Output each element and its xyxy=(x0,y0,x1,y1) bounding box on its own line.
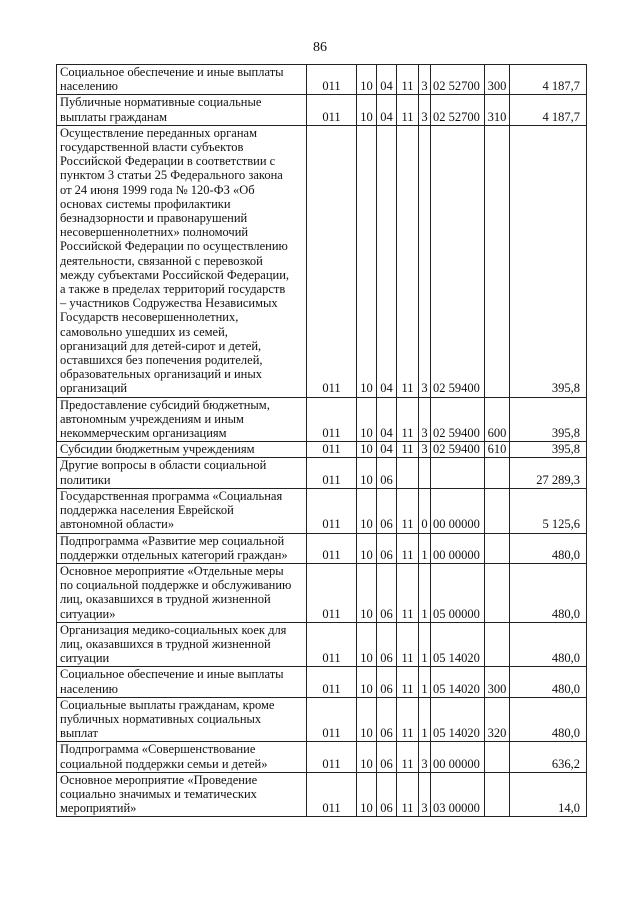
amount-value: 480,0 xyxy=(510,697,587,742)
target-article-code: 05 14020 xyxy=(431,697,485,742)
subprogram-code: 3 xyxy=(419,125,431,397)
amount-value: 480,0 xyxy=(510,622,587,667)
target-article-code: 00 00000 xyxy=(431,742,485,772)
page-number: 86 xyxy=(313,40,327,55)
target-article-code: 00 00000 xyxy=(431,488,485,533)
row-name: Субсидии бюджетным учреждениям xyxy=(57,442,307,458)
expense-type-code: 300 xyxy=(485,65,510,95)
amount-value: 636,2 xyxy=(510,742,587,772)
subprogram-code: 1 xyxy=(419,563,431,622)
row-name: Основное мероприятие «Отдельные меры по социальной поддержке и обслуживанию лиц, оказавшихся в трудной жизненной ситуации» xyxy=(57,563,307,622)
section-code: 10 xyxy=(357,667,377,697)
expense-type-code: 610 xyxy=(485,442,510,458)
subsection-code: 04 xyxy=(377,397,397,442)
table-row xyxy=(57,563,587,622)
section-code: 10 xyxy=(357,533,377,563)
expense-type-code: 300 xyxy=(485,667,510,697)
program-code xyxy=(397,458,419,488)
target-article-code: 02 52700 xyxy=(431,95,485,125)
row-name: Подпрограмма «Совершенствование социальной поддержки семьи и детей» xyxy=(57,742,307,772)
expense-type-code: 600 xyxy=(485,397,510,442)
subprogram-code: 1 xyxy=(419,622,431,667)
table-row xyxy=(57,697,587,742)
table-row xyxy=(57,533,587,563)
table-row xyxy=(57,65,587,95)
amount-value: 480,0 xyxy=(510,533,587,563)
expense-type-code xyxy=(485,488,510,533)
subprogram-code: 3 xyxy=(419,442,431,458)
grbs-code: 011 xyxy=(307,622,357,667)
table-row xyxy=(57,667,587,697)
grbs-code: 011 xyxy=(307,697,357,742)
expense-type-code xyxy=(485,772,510,817)
amount-value: 395,8 xyxy=(510,125,587,397)
program-code: 11 xyxy=(397,667,419,697)
row-name: Предоставление субсидий бюджетным, автономным учреждениям и иным некоммерческим организациям xyxy=(57,397,307,442)
target-article-code: 03 00000 xyxy=(431,772,485,817)
grbs-code: 011 xyxy=(307,95,357,125)
subprogram-code: 0 xyxy=(419,488,431,533)
target-article-code: 02 59400 xyxy=(431,442,485,458)
grbs-code: 011 xyxy=(307,397,357,442)
grbs-code: 011 xyxy=(307,772,357,817)
grbs-code: 011 xyxy=(307,442,357,458)
row-name: Подпрограмма «Развитие мер социальной поддержки отдельных категорий граждан» xyxy=(57,533,307,563)
target-article-code xyxy=(431,458,485,488)
table-row xyxy=(57,95,587,125)
row-name: Социальные выплаты гражданам, кроме публичных нормативных социальных выплат xyxy=(57,697,307,742)
subprogram-code: 3 xyxy=(419,397,431,442)
subprogram-code: 3 xyxy=(419,742,431,772)
amount-value: 5 125,6 xyxy=(510,488,587,533)
section-code: 10 xyxy=(357,458,377,488)
subprogram-code: 3 xyxy=(419,65,431,95)
table-row xyxy=(57,622,587,667)
subsection-code: 04 xyxy=(377,95,397,125)
subprogram-code: 3 xyxy=(419,772,431,817)
amount-value: 27 289,3 xyxy=(510,458,587,488)
amount-value: 480,0 xyxy=(510,563,587,622)
grbs-code: 011 xyxy=(307,125,357,397)
subprogram-code: 1 xyxy=(419,533,431,563)
grbs-code: 011 xyxy=(307,667,357,697)
subsection-code: 06 xyxy=(377,742,397,772)
expense-type-code xyxy=(485,533,510,563)
table-row xyxy=(57,397,587,442)
subsection-code: 04 xyxy=(377,125,397,397)
table-row xyxy=(57,742,587,772)
amount-value: 395,8 xyxy=(510,442,587,458)
target-article-code: 05 00000 xyxy=(431,563,485,622)
subsection-code: 06 xyxy=(377,563,397,622)
section-code: 10 xyxy=(357,697,377,742)
program-code: 11 xyxy=(397,697,419,742)
section-code: 10 xyxy=(357,442,377,458)
expense-type-code xyxy=(485,458,510,488)
amount-value: 14,0 xyxy=(510,772,587,817)
expense-type-code xyxy=(485,622,510,667)
subsection-code: 06 xyxy=(377,458,397,488)
amount-value: 480,0 xyxy=(510,667,587,697)
row-name: Основное мероприятие «Проведение социально значимых и тематических мероприятий» xyxy=(57,772,307,817)
row-name: Государственная программа «Социальная поддержка населения Еврейской автономной области» xyxy=(57,488,307,533)
row-name: Осуществление переданных органам государственной власти субъектов Российской Федерации в соответствии с пунктом 3 статьи 25 Федерального закона от 24 июня 1999 года № 120-ФЗ «Об основах системы профилактики безнадзорности и правонарушений несовершеннолетних» полномочий Российской Федерации по осуществлению деятельности, связанной с перевозкой между субъектами Российской Федерации, а также в пределах территорий государств – участников Содружества Независимых Государств несовершеннолетних, самовольно ушедших из семей, организаций для детей-сирот и детей, оставшихся без попечения родителей, образовательных организаций и иных организаций xyxy=(57,125,307,397)
section-code: 10 xyxy=(357,397,377,442)
expense-type-code xyxy=(485,125,510,397)
row-name: Социальное обеспечение и иные выплаты населению xyxy=(57,667,307,697)
row-name: Социальное обеспечение и иные выплаты населению xyxy=(57,65,307,95)
amount-value: 4 187,7 xyxy=(510,65,587,95)
expense-type-code xyxy=(485,742,510,772)
subsection-code: 06 xyxy=(377,697,397,742)
table-row xyxy=(57,772,587,817)
section-code: 10 xyxy=(357,622,377,667)
amount-value: 395,8 xyxy=(510,397,587,442)
table-row xyxy=(57,125,587,397)
subprogram-code: 3 xyxy=(419,95,431,125)
program-code: 11 xyxy=(397,488,419,533)
grbs-code: 011 xyxy=(307,563,357,622)
program-code: 11 xyxy=(397,125,419,397)
target-article-code: 05 14020 xyxy=(431,622,485,667)
target-article-code: 02 59400 xyxy=(431,125,485,397)
program-code: 11 xyxy=(397,622,419,667)
subprogram-code: 1 xyxy=(419,667,431,697)
subprogram-code xyxy=(419,458,431,488)
subsection-code: 06 xyxy=(377,488,397,533)
target-article-code: 02 59400 xyxy=(431,397,485,442)
section-code: 10 xyxy=(357,772,377,817)
grbs-code: 011 xyxy=(307,488,357,533)
subsection-code: 06 xyxy=(377,533,397,563)
subsection-code: 06 xyxy=(377,667,397,697)
expense-type-code xyxy=(485,563,510,622)
section-code: 10 xyxy=(357,742,377,772)
section-code: 10 xyxy=(357,488,377,533)
program-code: 11 xyxy=(397,742,419,772)
subsection-code: 04 xyxy=(377,65,397,95)
expense-type-code: 320 xyxy=(485,697,510,742)
amount-value: 4 187,7 xyxy=(510,95,587,125)
table-row xyxy=(57,458,587,488)
section-code: 10 xyxy=(357,65,377,95)
program-code: 11 xyxy=(397,65,419,95)
row-name: Организация медико-социальных коек для лиц, оказавшихся в трудной жизненной ситуации xyxy=(57,622,307,667)
grbs-code: 011 xyxy=(307,65,357,95)
program-code: 11 xyxy=(397,442,419,458)
budget-table xyxy=(56,64,587,817)
table-row xyxy=(57,488,587,533)
section-code: 10 xyxy=(357,95,377,125)
expense-type-code: 310 xyxy=(485,95,510,125)
target-article-code: 05 14020 xyxy=(431,667,485,697)
program-code: 11 xyxy=(397,772,419,817)
program-code: 11 xyxy=(397,95,419,125)
target-article-code: 02 52700 xyxy=(431,65,485,95)
program-code: 11 xyxy=(397,563,419,622)
subsection-code: 06 xyxy=(377,622,397,667)
subsection-code: 04 xyxy=(377,442,397,458)
grbs-code: 011 xyxy=(307,533,357,563)
row-name: Другие вопросы в области социальной политики xyxy=(57,458,307,488)
program-code: 11 xyxy=(397,397,419,442)
grbs-code: 011 xyxy=(307,742,357,772)
target-article-code: 00 00000 xyxy=(431,533,485,563)
subprogram-code: 1 xyxy=(419,697,431,742)
section-code: 10 xyxy=(357,563,377,622)
row-name: Публичные нормативные социальные выплаты гражданам xyxy=(57,95,307,125)
grbs-code: 011 xyxy=(307,458,357,488)
subsection-code: 06 xyxy=(377,772,397,817)
section-code: 10 xyxy=(357,125,377,397)
table-row xyxy=(57,442,587,458)
program-code: 11 xyxy=(397,533,419,563)
